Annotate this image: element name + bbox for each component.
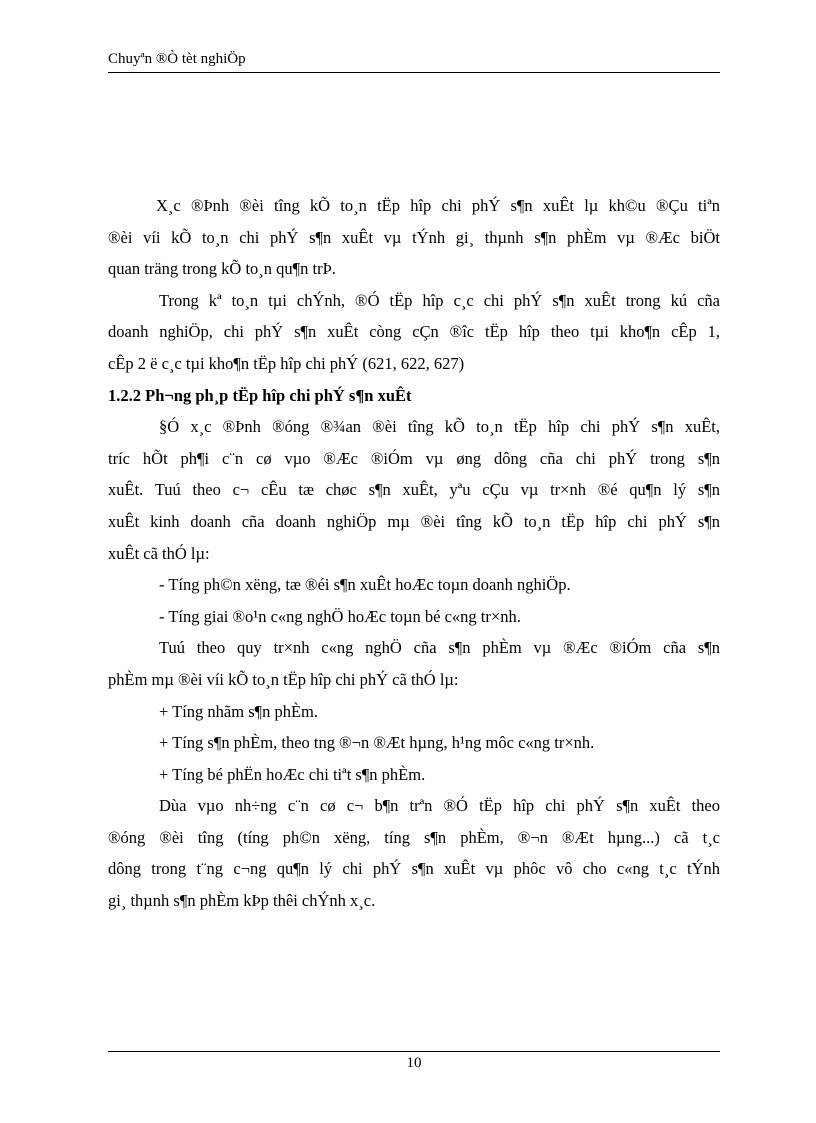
text-line: quan träng trong kÕ to¸n qu¶n trÞ. xyxy=(108,259,336,279)
body-text xyxy=(108,190,720,917)
page-number: 10 xyxy=(406,1055,422,1071)
list-item: + Tíng bé phËn hoÆc chi tiªt s¶n phÈm. xyxy=(159,764,426,784)
text-line: cÊp 2 ë c¸c tµi kho¶n tËp hîp chi phÝ (621, 622, 627) xyxy=(108,353,465,373)
text-line: ®óng ®èi tîng (tíng ph©n xëng, tíng s¶n phÈm, ®¬n ®Æt hµng...) cã t¸c xyxy=(108,827,720,847)
text-line: xuÊt cã thÓ lµ: xyxy=(108,543,210,563)
text-line: gi¸ thµnh s¶n phÈm kÞp thêi chÝnh x¸c. xyxy=(108,891,376,911)
text-line: phÈm mµ ®èi víi kÕ to¸n tËp hîp chi phÝ cã thÓ lµ: xyxy=(108,669,459,689)
text-line: xuÊt kinh doanh cña doanh nghiÖp mµ ®èi tîng kÕ to¸n tËp hîp chi phÝ s¶n xyxy=(108,511,720,531)
text-line: §Ó x¸c ®Þnh ®óng ®¾an ®èi tîng kÕ to¸n tËp hîp chi phÝ s¶n xuÊt, xyxy=(159,417,720,437)
text-line: X¸c ®Þnh ®èi tîng kÕ to¸n tËp hîp chi phÝ s¶n xuÊt lµ kh©u ®Çu tiªn xyxy=(156,196,720,215)
text-line: Tuú theo quy tr×nh c«ng nghÖ cña s¶n phÈm vµ ®Æc ®iÓm cña s¶n xyxy=(159,638,720,658)
text-line: Trong kª to¸n tµi chÝnh, ®Ó tËp hîp c¸c chi phÝ s¶n xuÊt trong kú cña xyxy=(159,290,720,310)
page-header xyxy=(108,50,720,68)
section-heading: 1.2.2 Ph¬ng ph¸p tËp hîp chi phÝ s¶n xuÊt xyxy=(108,385,412,405)
list-item: + Tíng nhãm s¶n phÈm. xyxy=(159,701,319,721)
document-title: Chuyªn ®Ò tèt nghiÖp xyxy=(108,51,246,67)
list-item: + Tíng s¶n phÈm, theo tng ®¬n ®Æt hµng, h¹ng môc c«ng tr×nh. xyxy=(159,733,595,753)
list-item: - Tíng giai ®o¹n c«ng nghÖ hoÆc toµn bé c«ng tr×nh. xyxy=(159,606,521,626)
text-line: ®èi víi kÕ to¸n chi phÝ s¶n xuÊt vµ tÝnh gi¸ thµnh s¶n phÈm vµ ®Æc biÖt xyxy=(108,227,720,247)
text-line: xuÊt. Tuú theo c¬ cÊu tæ chøc s¶n xuÊt, yªu cÇu vµ tr×nh ®é qu¶n lý s¶n xyxy=(108,480,720,500)
text-line: dông trong t¨ng c¬ng qu¶n lý chi phÝ s¶n xuÊt vµ phôc vô cho c«ng t¸c tÝnh xyxy=(108,859,720,879)
text-line: doanh nghiÖp, chi phÝ s¶n xuÊt còng cÇn ®îc tËp hîp theo tµi kho¶n cÊp 1, xyxy=(108,322,720,342)
text-line: Dùa vµo nh÷ng c¨n cø c¬ b¶n trªn ®Ó tËp hîp chi phÝ s¶n xuÊt theo xyxy=(159,796,720,816)
footer-divider xyxy=(108,1051,720,1052)
text-line: tríc hÕt ph¶i c¨n cø vµo ®Æc ®iÓm vµ øng dông cña chi phÝ trong s¶n xyxy=(108,448,720,468)
list-item: - Tíng ph©n xëng, tæ ®éi s¶n xuÊt hoÆc toµn doanh nghiÖp. xyxy=(159,575,571,595)
header-divider xyxy=(108,72,720,73)
